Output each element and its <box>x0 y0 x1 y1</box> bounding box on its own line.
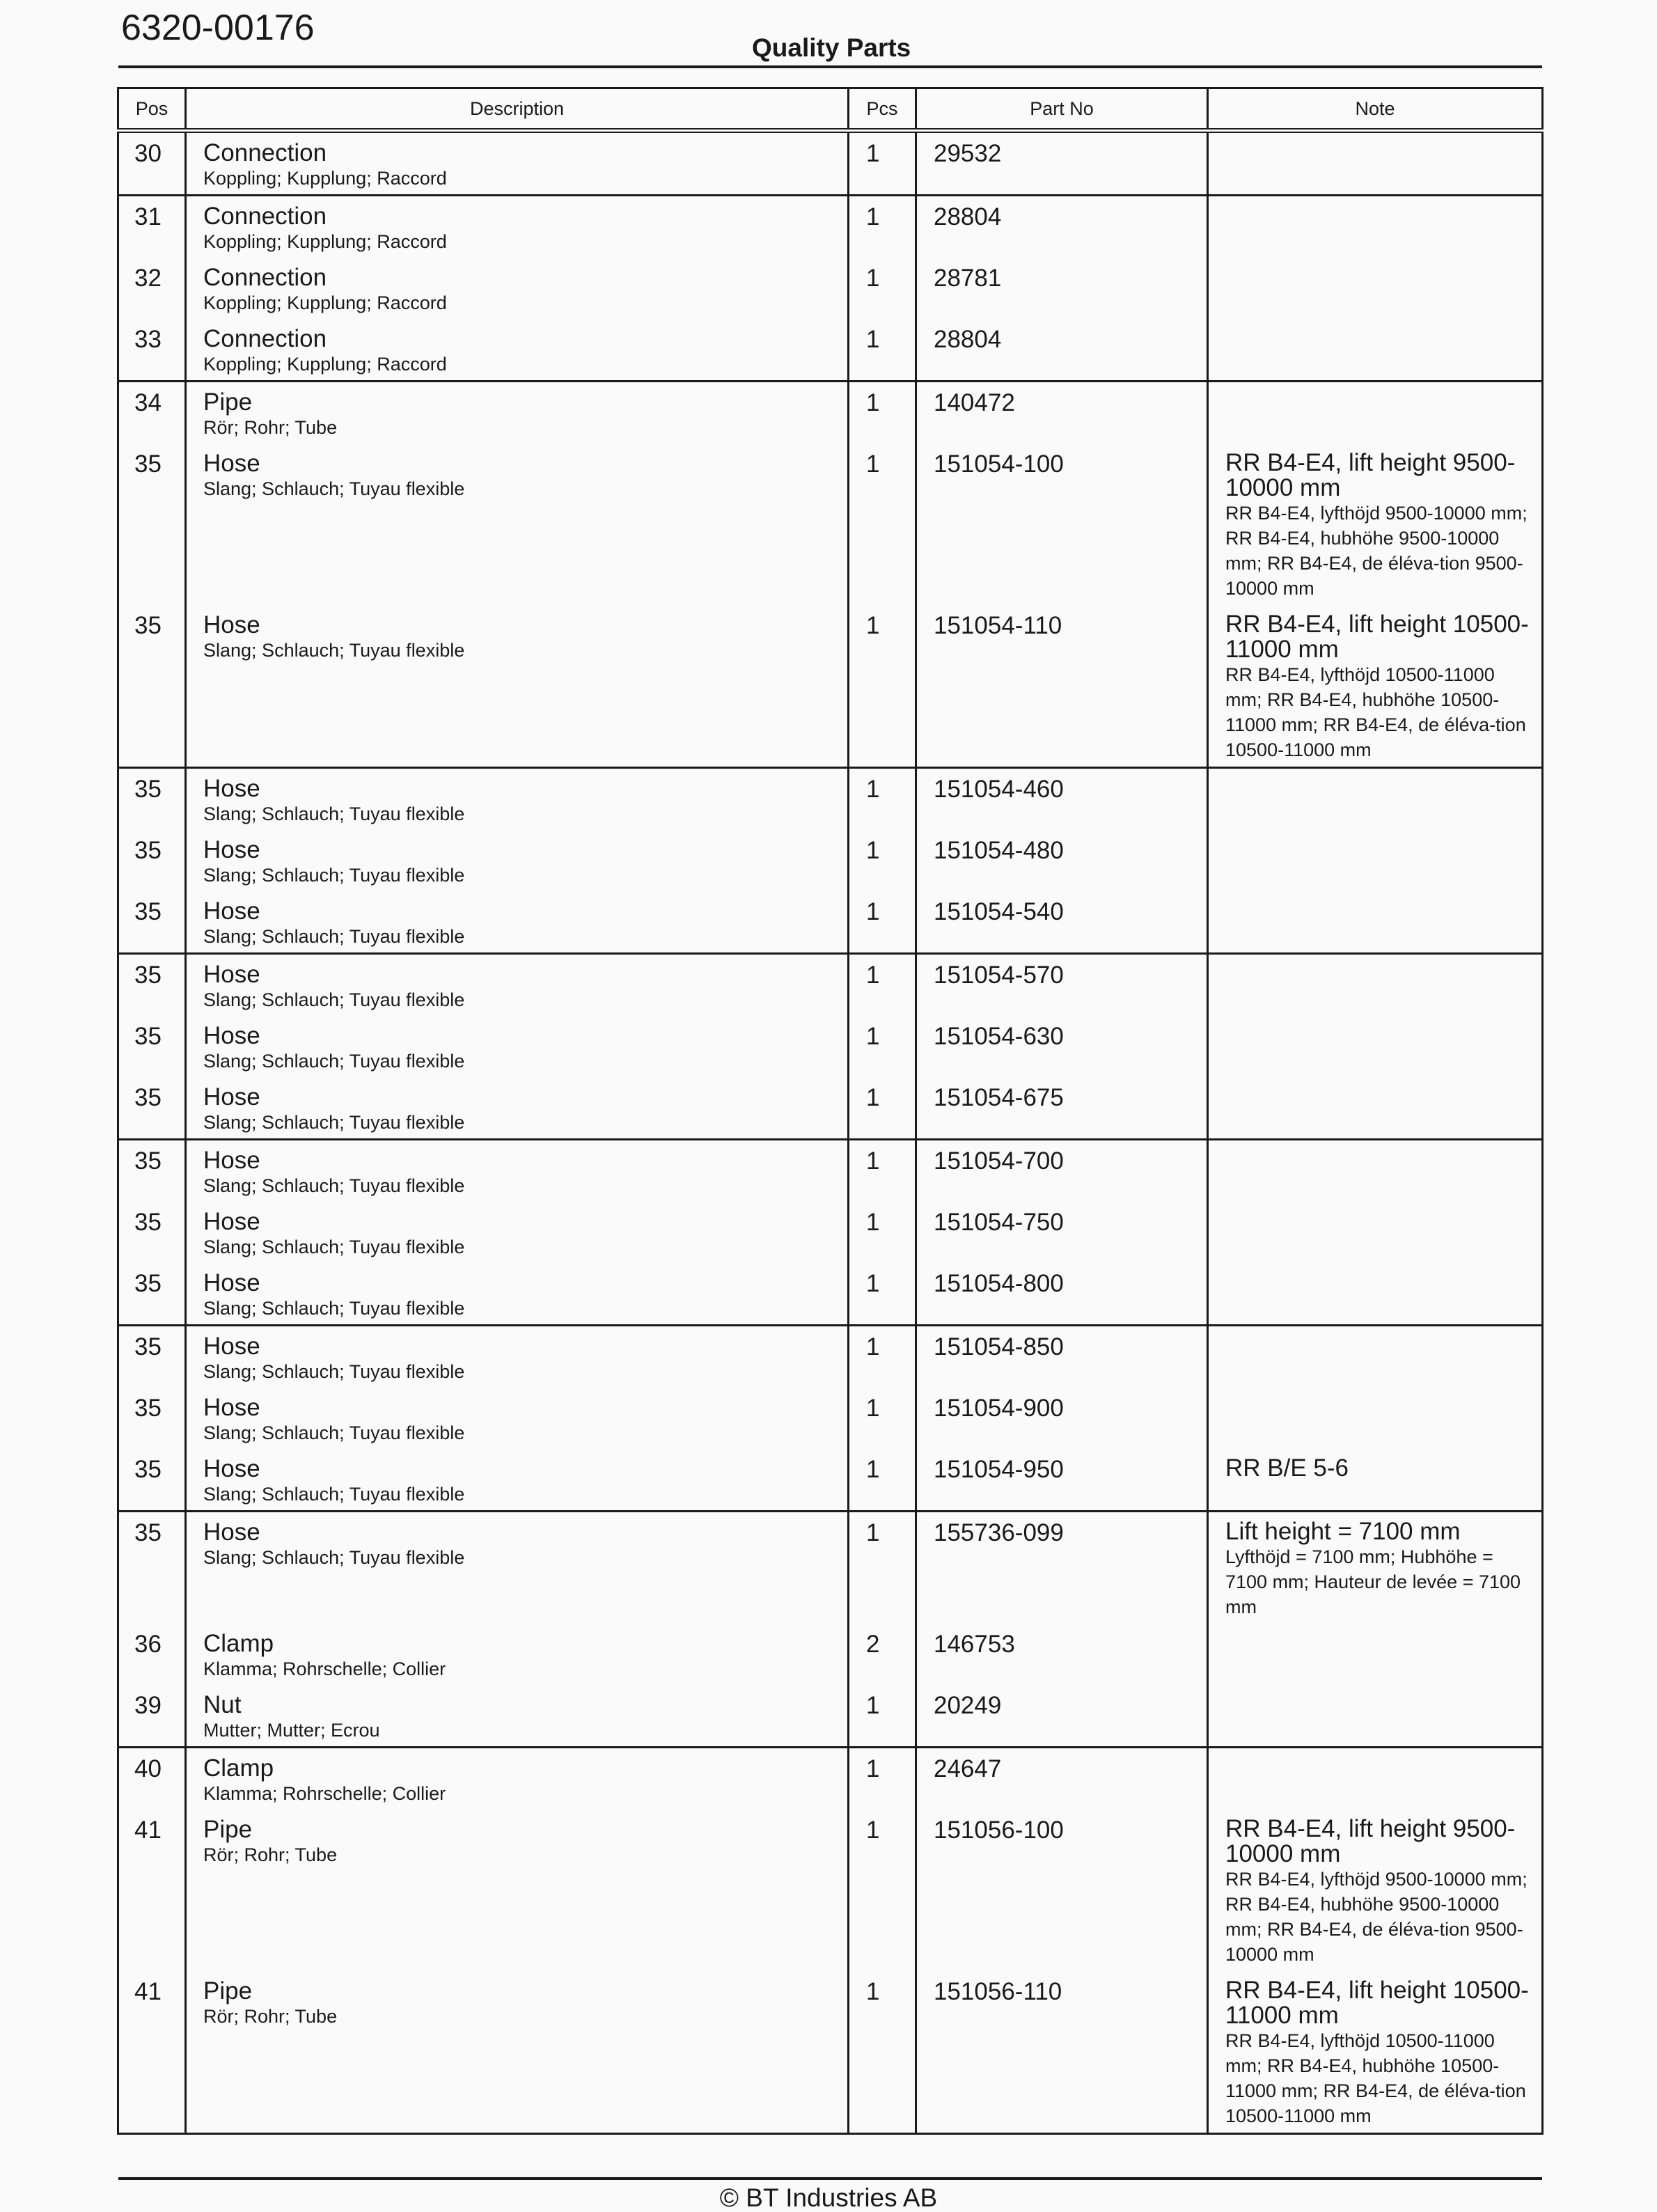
parts-table <box>117 87 1544 2135</box>
cell-part <box>916 1748 1208 2134</box>
pos-value: 35 <box>134 1519 162 1546</box>
part-name: Clamp <box>203 1755 274 1782</box>
part-number: 151054-540 <box>934 898 1064 925</box>
pcs-value: 1 <box>866 898 880 925</box>
part-description <box>187 891 847 952</box>
table-row <box>118 954 1543 1140</box>
cell-pos <box>118 768 186 954</box>
part-number: 151054-750 <box>934 1209 1064 1236</box>
note-main: RR B4-E4, lift height 9500-10000 mm <box>1225 449 1516 501</box>
cell-desc <box>186 768 849 954</box>
part-note <box>1209 1624 1541 1685</box>
pos-value: 35 <box>134 776 162 803</box>
pos-value: 35 <box>134 450 162 478</box>
pcs-value: 1 <box>866 1333 880 1360</box>
note-main: RR B4-E4, lift height 10500-11000 mm <box>1225 611 1529 663</box>
cell-pcs <box>849 954 916 1140</box>
note-translations: RR B4-E4, lyfthöjd 9500-10000 mm; RR B4-E4, hubhöhe 9500-10000 mm; RR B4-E4, de éléva-tion 9500-10000 mm <box>1225 503 1528 599</box>
note-main: RR B4-E4, lift height 10500-11000 mm <box>1225 1977 1529 2029</box>
pcs-value: 1 <box>866 1519 880 1546</box>
part-number: 151056-110 <box>934 1978 1062 2005</box>
pcs-value: 1 <box>866 1817 880 1844</box>
pcs-value: 1 <box>866 450 880 478</box>
table-row <box>118 1512 1543 1748</box>
part-number: 151054-100 <box>934 450 1064 478</box>
note-translations: RR B4-E4, lyfthöjd 9500-10000 mm; RR B4-E4, hubhöhe 9500-10000 mm; RR B4-E4, de éléva-tion 9500-10000 mm <box>1225 1869 1528 1965</box>
part-number: 151054-675 <box>934 1084 1064 1111</box>
pos-value: 35 <box>134 1270 162 1297</box>
part-name: Hose <box>203 1083 260 1111</box>
part-translations: Slang; Schlauch; Tuyau flexible <box>203 1361 465 1382</box>
part-number: 28804 <box>934 326 1002 353</box>
part-note <box>1209 1016 1541 1077</box>
part-translations: Slang; Schlauch; Tuyau flexible <box>203 1237 465 1257</box>
part-description <box>187 1016 847 1077</box>
note-translations: Lyfthöjd = 7100 mm; Hubhöhe = 7100 mm; Hauteur de levée = 7100 mm <box>1225 1546 1521 1617</box>
pos-value: 31 <box>134 203 162 230</box>
part-translations: Koppling; Kupplung; Raccord <box>203 354 447 375</box>
cell-part <box>916 196 1208 382</box>
part-name: Hose <box>203 897 260 925</box>
cell-desc <box>186 954 849 1140</box>
part-name: Hose <box>203 1519 260 1546</box>
note-main: Lift height = 7100 mm <box>1225 1518 1461 1545</box>
part-note <box>1209 382 1541 444</box>
part-description <box>187 444 847 605</box>
part-note <box>1209 769 1541 830</box>
cell-note <box>1208 1512 1543 1748</box>
column-header-pcs: Pcs <box>849 88 916 131</box>
part-name: Connection <box>203 203 327 230</box>
cell-note <box>1208 1748 1543 2134</box>
part-number: 28804 <box>934 203 1002 230</box>
cell-part <box>916 1326 1208 1512</box>
part-description <box>187 1326 847 1388</box>
cell-desc <box>186 196 849 382</box>
part-description <box>187 1077 847 1138</box>
cell-pcs <box>849 382 916 768</box>
pos-value: 35 <box>134 962 162 989</box>
cell-part <box>916 382 1208 768</box>
part-note <box>1209 258 1541 319</box>
part-note <box>1209 955 1541 1016</box>
part-number: 151054-800 <box>934 1270 1064 1297</box>
part-translations: Slang; Schlauch; Tuyau flexible <box>203 865 465 886</box>
part-description <box>187 133 847 194</box>
part-note <box>1209 1512 1541 1624</box>
part-name: Pipe <box>203 1816 253 1843</box>
note-main: RR B4-E4, lift height 9500-10000 mm <box>1225 1815 1516 1867</box>
part-translations: Rör; Rohr; Tube <box>203 417 338 438</box>
part-translations: Rör; Rohr; Tube <box>203 1844 338 1865</box>
part-number: 24647 <box>934 1755 1002 1782</box>
part-description <box>187 1449 847 1510</box>
part-translations: Slang; Schlauch; Tuyau flexible <box>203 926 465 947</box>
part-translations: Slang; Schlauch; Tuyau flexible <box>203 1422 465 1443</box>
part-name: Hose <box>203 1455 260 1482</box>
part-number: 151056-100 <box>934 1817 1064 1844</box>
pos-value: 35 <box>134 1209 162 1236</box>
part-note <box>1209 1449 1541 1510</box>
part-translations: Koppling; Kupplung; Raccord <box>203 292 447 313</box>
pos-value: 40 <box>134 1755 162 1782</box>
footer-divider <box>118 2177 1542 2180</box>
part-description <box>187 769 847 830</box>
part-note <box>1209 133 1541 194</box>
document-number: 6320-00176 <box>121 8 315 48</box>
part-description <box>187 1748 847 1810</box>
cell-note <box>1208 1140 1543 1326</box>
pcs-value: 1 <box>866 776 880 803</box>
cell-note <box>1208 131 1543 196</box>
part-description <box>187 1624 847 1685</box>
part-name: Hose <box>203 1333 260 1360</box>
part-note <box>1209 1140 1541 1202</box>
part-name: Hose <box>203 611 260 638</box>
pos-value: 35 <box>134 612 162 639</box>
cell-part <box>916 768 1208 954</box>
part-name: Hose <box>203 836 260 863</box>
pos-value: 35 <box>134 1333 162 1360</box>
part-number: 151054-460 <box>934 776 1064 803</box>
copyright-footer: © BT Industries AB <box>719 2183 938 2212</box>
pcs-value: 1 <box>866 962 880 989</box>
table-row <box>118 768 1543 954</box>
part-description <box>187 1202 847 1263</box>
part-translations: Slang; Schlauch; Tuyau flexible <box>203 803 465 824</box>
pos-value: 35 <box>134 1395 162 1422</box>
part-number: 20249 <box>934 1692 1002 1719</box>
part-translations: Koppling; Kupplung; Raccord <box>203 231 447 252</box>
part-number: 28781 <box>934 265 1002 292</box>
pos-value: 41 <box>134 1978 162 2005</box>
note-translations: RR B4-E4, lyfthöjd 10500-11000 mm; RR B4-E4, hubhöhe 10500-11000 mm; RR B4-E4, de éléva-tion 10500-11000 mm <box>1225 664 1526 760</box>
cell-pos <box>118 131 186 196</box>
part-name: Hose <box>203 450 260 477</box>
part-translations: Rör; Rohr; Tube <box>203 2006 338 2027</box>
part-translations: Slang; Schlauch; Tuyau flexible <box>203 1112 465 1133</box>
cell-desc <box>186 131 849 196</box>
part-note <box>1209 196 1541 258</box>
part-description <box>187 258 847 319</box>
cell-pos <box>118 954 186 1140</box>
part-note <box>1209 1326 1541 1388</box>
pcs-value: 1 <box>866 203 880 230</box>
part-name: Hose <box>203 1022 260 1049</box>
cell-part <box>916 954 1208 1140</box>
part-description <box>187 955 847 1016</box>
part-description <box>187 1140 847 1202</box>
cell-desc <box>186 1140 849 1326</box>
part-translations: Slang; Schlauch; Tuyau flexible <box>203 1298 465 1319</box>
pcs-value: 1 <box>866 1395 880 1422</box>
cell-pcs <box>849 196 916 382</box>
cell-pos <box>118 196 186 382</box>
part-translations: Slang; Schlauch; Tuyau flexible <box>203 1484 465 1505</box>
part-name: Connection <box>203 139 327 166</box>
table-row <box>118 1140 1543 1326</box>
part-description <box>187 1512 847 1624</box>
part-note <box>1209 605 1541 767</box>
part-translations: Slang; Schlauch; Tuyau flexible <box>203 1051 465 1072</box>
parts-table-body <box>118 131 1543 2134</box>
pos-value: 35 <box>134 1023 162 1050</box>
pos-value: 30 <box>134 140 162 167</box>
part-name: Clamp <box>203 1630 274 1657</box>
cell-part <box>916 1140 1208 1326</box>
cell-note <box>1208 382 1543 768</box>
cell-part <box>916 131 1208 196</box>
part-description <box>187 1685 847 1746</box>
cell-pcs <box>849 768 916 954</box>
part-translations: Slang; Schlauch; Tuyau flexible <box>203 478 465 499</box>
pcs-value: 1 <box>866 837 880 864</box>
cell-desc <box>186 1748 849 2134</box>
pcs-value: 1 <box>866 1209 880 1236</box>
part-name: Nut <box>203 1691 242 1718</box>
pcs-value: 1 <box>866 389 880 416</box>
part-name: Hose <box>203 1269 260 1296</box>
part-note <box>1209 1748 1541 1810</box>
pcs-value: 1 <box>866 140 880 167</box>
cell-pos <box>118 1326 186 1512</box>
cell-pos <box>118 1748 186 2134</box>
part-translations: Koppling; Kupplung; Raccord <box>203 168 447 189</box>
pcs-value: 1 <box>866 1456 880 1483</box>
part-note <box>1209 319 1541 380</box>
part-note <box>1209 1202 1541 1263</box>
part-note <box>1209 830 1541 891</box>
part-note <box>1209 444 1541 605</box>
part-translations: Slang; Schlauch; Tuyau flexible <box>203 640 465 661</box>
part-name: Pipe <box>203 1977 253 2005</box>
pcs-value: 1 <box>866 265 880 292</box>
cell-pos <box>118 1512 186 1748</box>
column-header-part-no: Part No <box>916 88 1208 131</box>
cell-pcs <box>849 131 916 196</box>
part-name: Connection <box>203 264 327 291</box>
part-number: 151054-570 <box>934 962 1064 989</box>
cell-pcs <box>849 1512 916 1748</box>
note-translations: RR B4-E4, lyfthöjd 10500-11000 mm; RR B4-E4, hubhöhe 10500-11000 mm; RR B4-E4, de éléva-tion 10500-11000 mm <box>1225 2030 1526 2126</box>
part-number: 151054-700 <box>934 1147 1064 1175</box>
cell-desc <box>186 1326 849 1512</box>
cell-pos <box>118 1140 186 1326</box>
pos-value: 33 <box>134 326 162 353</box>
pos-value: 34 <box>134 389 162 416</box>
part-number: 140472 <box>934 389 1015 416</box>
pos-value: 35 <box>134 1456 162 1483</box>
part-description <box>187 196 847 258</box>
part-name: Pipe <box>203 389 253 416</box>
part-translations: Klamma; Rohrschelle; Collier <box>203 1658 446 1679</box>
part-number: 151054-480 <box>934 837 1064 864</box>
part-number: 29532 <box>934 140 1002 167</box>
part-translations: Slang; Schlauch; Tuyau flexible <box>203 1547 465 1568</box>
part-number: 146753 <box>934 1631 1015 1658</box>
part-name: Hose <box>203 1147 260 1174</box>
pcs-value: 2 <box>866 1631 880 1658</box>
part-description <box>187 319 847 380</box>
column-header-pos: Pos <box>118 88 186 131</box>
cell-note <box>1208 768 1543 954</box>
part-note <box>1209 1685 1541 1746</box>
header-divider <box>118 65 1542 68</box>
part-note <box>1209 1263 1541 1324</box>
pos-value: 35 <box>134 1084 162 1111</box>
part-note <box>1209 891 1541 952</box>
table-row <box>118 1748 1543 2134</box>
pos-value: 32 <box>134 265 162 292</box>
cell-desc <box>186 1512 849 1748</box>
page-title: Quality Parts <box>752 33 911 62</box>
part-name: Hose <box>203 1394 260 1421</box>
cell-note <box>1208 196 1543 382</box>
cell-pcs <box>849 1140 916 1326</box>
pcs-value: 1 <box>866 1978 880 2005</box>
part-translations: Klamma; Rohrschelle; Collier <box>203 1783 446 1804</box>
table-row <box>118 382 1543 768</box>
pcs-value: 1 <box>866 1147 880 1175</box>
pos-value: 35 <box>134 898 162 925</box>
part-description <box>187 830 847 891</box>
part-description <box>187 1263 847 1324</box>
table-header-row <box>118 88 1543 131</box>
pcs-value: 1 <box>866 1023 880 1050</box>
note-main: RR B/E 5-6 <box>1225 1454 1349 1482</box>
table-row <box>118 131 1543 196</box>
part-description <box>187 1971 847 2133</box>
pos-value: 41 <box>134 1817 162 1844</box>
part-description <box>187 382 847 444</box>
cell-note <box>1208 1326 1543 1512</box>
part-note <box>1209 1388 1541 1449</box>
cell-part <box>916 1512 1208 1748</box>
cell-note <box>1208 954 1543 1140</box>
pcs-value: 1 <box>866 326 880 353</box>
part-number: 151054-950 <box>934 1456 1064 1483</box>
part-number: 155736-099 <box>934 1519 1064 1546</box>
pos-value: 39 <box>134 1692 162 1719</box>
cell-desc <box>186 382 849 768</box>
part-note <box>1209 1077 1541 1138</box>
column-header-note: Note <box>1208 88 1543 131</box>
pos-value: 35 <box>134 837 162 864</box>
part-description <box>187 1388 847 1449</box>
column-header-description: Description <box>186 88 849 131</box>
part-translations: Slang; Schlauch; Tuyau flexible <box>203 1175 465 1196</box>
part-name: Hose <box>203 1208 260 1235</box>
pcs-value: 1 <box>866 612 880 639</box>
pcs-value: 1 <box>866 1692 880 1719</box>
pcs-value: 1 <box>866 1270 880 1297</box>
table-row <box>118 196 1543 382</box>
part-note <box>1209 1971 1541 2133</box>
part-number: 151054-850 <box>934 1333 1064 1360</box>
part-translations: Slang; Schlauch; Tuyau flexible <box>203 989 465 1010</box>
part-name: Hose <box>203 961 260 988</box>
part-name: Connection <box>203 325 327 352</box>
part-note <box>1209 1810 1541 1971</box>
cell-pcs <box>849 1326 916 1512</box>
part-description <box>187 605 847 767</box>
part-translations: Mutter; Mutter; Ecrou <box>203 1720 380 1741</box>
part-number: 151054-630 <box>934 1023 1064 1050</box>
parts-table-container <box>117 87 1541 2126</box>
part-description <box>187 1810 847 1971</box>
cell-pos <box>118 382 186 768</box>
pcs-value: 1 <box>866 1084 880 1111</box>
pos-value: 36 <box>134 1631 162 1658</box>
part-number: 151054-110 <box>934 612 1062 639</box>
part-name: Hose <box>203 775 260 802</box>
pcs-value: 1 <box>866 1755 880 1782</box>
cell-pcs <box>849 1748 916 2134</box>
part-number: 151054-900 <box>934 1395 1064 1422</box>
pos-value: 35 <box>134 1147 162 1175</box>
table-row <box>118 1326 1543 1512</box>
